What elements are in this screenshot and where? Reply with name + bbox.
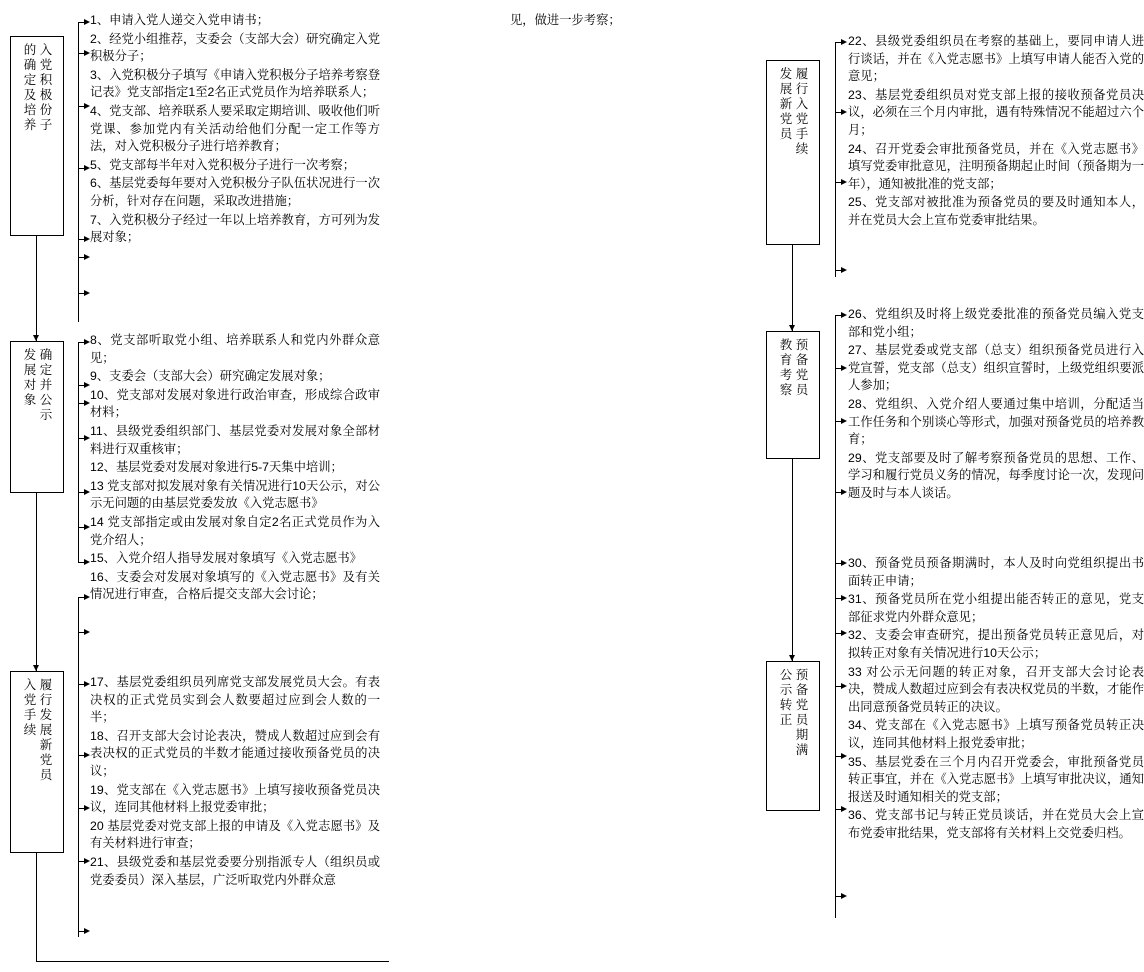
right-spine-arrow-2 [789, 655, 795, 661]
stage-5-items [848, 306, 1144, 504]
stage-1-label-col-1: 入党积极份子 [38, 43, 52, 133]
branch-arrow-1-7 [84, 290, 90, 296]
branch-arrow-4-4 [841, 267, 847, 273]
item-17: 17、基层党委组织员列席党支部发展党员大会。有表决权的正式党员实到会人数要超过应到会人数的一半； [90, 675, 380, 725]
branch-bus-5 [835, 315, 836, 570]
item-31: 31、预备党员所在党小组提出能否转正的意见，党支部征求党内外群众意见； [848, 592, 1144, 624]
stage-3-items [90, 674, 380, 890]
branch-bus-1 [78, 22, 79, 322]
stage-box-1 [10, 36, 64, 236]
item-35: 35、基层党委在三个月内召开党委会，审批预备党员转正事宜，并在《入党志愿书》上填写审批决议，通知报送及时通知相关的党支部； [848, 754, 1144, 804]
stage-5-label-col-2: 教育考察 [778, 338, 792, 398]
branch-bus-2 [78, 342, 79, 562]
item-36: 36、党支部书记与转正党员谈话，并在党员大会上宣布党委审批结果，党支部将有关材料上交党委归档。 [848, 808, 1144, 840]
branch-arrow-4-2 [841, 109, 847, 115]
branch-arrow-4-1 [841, 39, 847, 45]
item-29: 29、党支部要及时了解考察预备党员的思想、工作、学习和履行党员义务的情况，每季度讨论一次，发现问题及时与本人谈话。 [848, 450, 1144, 500]
item-14: 14 党支部指定或由发展对象自定2名正式党员作为入党介绍人； [90, 514, 380, 547]
item-7: 7、入党积极分子经过一年以上培养教育，方可列为发展对象； [90, 212, 380, 245]
branch-arrow-3-1 [84, 629, 90, 635]
item-1: 1、申请入党人递交入党申请书； [90, 13, 269, 27]
item-5: 5、党支部每半年对入党积极分子进行一次考察； [90, 157, 356, 172]
stage-6-items [848, 555, 1144, 844]
stage-5-label-col-1: 预备党员 [794, 338, 808, 398]
stage-1-items [90, 12, 380, 248]
item-25: 25、党支部对被批准为预备党员的要及时通知本人，并在党员大会上宣布党委审批结果。 [848, 195, 1144, 227]
stage-box-2 [10, 341, 64, 493]
branch-arrow-5-1 [841, 312, 847, 318]
branch-arrow-6-3 [841, 630, 847, 636]
item-3: 3、入党积极分子填写《申请入党积极分子培养考察登记表》党支部指定1至2名正式党员作为培养联系人； [90, 67, 380, 100]
branch-arrow-1-6 [84, 254, 90, 260]
branch-bus-3 [78, 597, 79, 937]
stage-2-label-col-2: 发展对象 [22, 348, 36, 408]
stage-2-label-col-1: 确定并公示 [38, 348, 52, 423]
stage-4-items [848, 33, 1144, 231]
item-34: 34、党支部在《入党志愿书》上填写预备党员转正决议，连同其他材料上报党委审批； [848, 718, 1144, 750]
stage-4-label-col-1: 履行入党手续 [794, 67, 808, 157]
wrap-connector-h [36, 961, 389, 962]
item-15: 15、入党介绍人指导发展对象填写《入党志愿书》 [90, 551, 362, 566]
right-spine-1 [792, 245, 793, 331]
stage-3-label-col-1: 履行发展新党员 [38, 678, 52, 783]
stage-6-label-col-2: 公示转正 [778, 668, 792, 728]
stage-1-label-col-2: 的确定及培养 [22, 43, 36, 133]
branch-arrow-4-3 [841, 179, 847, 185]
item-24: 24、召开党委会审批预备党员，并在《入党志愿书》填写党委审批意见，注明预备期起止时间（预备期为一年），通知被批准的党支部； [848, 141, 1144, 191]
item-13: 13 党支部对拟发展对象有关情况进行10天公示，对公示无问题的由基层党委发放《入党志愿书》 [90, 478, 380, 511]
item-18: 18、召开支部大会讨论表决，赞成人数超过应到会有表决权的正式党员的半数才能通过接收预备党员的决议； [90, 728, 380, 778]
item-8: 8、党支部听取党小组、培养联系人和党内外群众意见； [90, 333, 380, 365]
item-4: 4、党支部、培养联系人要采取定期培训、吸收他们听党课、参加党内有关活动给他们分配一定工作等方法，对入党积极分子进行培养教育； [90, 103, 380, 154]
wrap-connector-v [36, 853, 37, 961]
branch-arrow-6-4 [841, 683, 847, 689]
item-12: 12、基层党委对发展对象进行5-7天集中培训； [90, 460, 343, 475]
item-20: 20 基层党委对党支部上报的申请及《入党志愿书》及有关材料进行审查； [90, 818, 380, 851]
branch-arrow-6-7 [841, 893, 847, 899]
right-spine-2 [792, 459, 793, 661]
left-spine-arrow-2 [33, 665, 39, 671]
left-spine-arrow-1 [33, 335, 39, 341]
item-2: 2、经党小组推荐，支委会（支部大会）研究确定入党积极分子； [90, 31, 380, 64]
item-26: 26、党组织及时将上级党委批准的预备党员编入党支部和党小组； [848, 307, 1144, 339]
stage-3-label-col-2: 入党手续 [22, 678, 36, 738]
branch-arrow-6-5 [841, 753, 847, 759]
item-10: 10、党支部对发展对象进行政治审查，形成综合政审材料； [90, 387, 380, 420]
item-33: 33 对公示无问题的转正对象，召开支部大会讨论表决，赞成人数超过应到会有表决权党员的半数，才能作出同意预备党员转正的决议。 [848, 664, 1144, 714]
stage-2-items [90, 332, 380, 605]
stage-box-5 [766, 331, 820, 459]
item-27: 27、基层党委或党支部（总支）组织预备党员进行入党宣誓，党支部（总支）组织宣誓时，上级党组织要派人参加； [848, 343, 1144, 393]
left-spine [36, 236, 37, 341]
branch-arrow-5-2 [841, 365, 847, 371]
branch-bus-4 [835, 42, 836, 277]
item-22: 22、县级党委组织员在考察的基础上，要同申请人进行谈话，并在《入党志愿书》上填写申请人能否入党的意见； [848, 34, 1144, 84]
stage-4-label-col-2: 发展新党员 [778, 67, 792, 142]
stage-6-label-col-1: 预备党员期满 [794, 668, 808, 758]
item-21-continued: 见，做进一步考察； [510, 13, 621, 27]
left-spine-2 [36, 493, 37, 671]
branch-arrow-6-2 [841, 595, 847, 601]
item-6: 6、基层党委每年要对入党积极分子队伍状况进行一次分析，针对存在问题，采取改进措施； [90, 176, 380, 208]
item-23: 23、基层党委组织员对党支部上报的接收预备党员决议，必须在三个月内审批，遇有特殊情况不能超过六个月； [848, 87, 1144, 137]
branch-arrow-5-4 [841, 489, 847, 495]
item-19: 19、党支部在《入党志愿书》上填写接收预备党员决议，连同其他材料上报党委审批； [90, 782, 380, 815]
branch-arrow-3-6 [84, 928, 90, 934]
right-spine-arrow-1 [789, 325, 795, 331]
item-9: 9、支委会（支部大会）研究确定发展对象； [90, 369, 331, 384]
stage-box-4 [766, 60, 820, 245]
item-28: 28、党组织、入党介绍人要通过集中培训，分配适当工作任务和个别谈心等形式，加强对预备党员的培养教育； [848, 396, 1144, 447]
stage-box-3 [10, 671, 64, 853]
right-lead-text [510, 12, 765, 31]
item-21: 21、县级党委和基层党委要分别指派专人（组织员或党委委员）深入基层，广泛听取党内外群众意 [90, 854, 380, 887]
branch-arrow-6-6 [841, 806, 847, 812]
item-30: 30、预备党员预备期满时，本人及时向党组织提出书面转正申请； [848, 556, 1144, 588]
item-11: 11、县级党委组织部门、基层党委对发展对象全部材料进行双重核审； [90, 423, 380, 456]
branch-arrow-6-1 [841, 560, 847, 566]
stage-box-6 [766, 661, 820, 811]
item-16: 16、支委会对发展对象填写的《入党志愿书》及有关情况进行审查，合格后提交支部大会讨论； [90, 569, 380, 602]
item-32: 32、支委会审查研究，提出预备党员转正意见后，对拟转正对象有关情况进行10天公示； [848, 628, 1144, 660]
branch-bus-6 [835, 563, 836, 918]
branch-arrow-5-3 [841, 418, 847, 424]
